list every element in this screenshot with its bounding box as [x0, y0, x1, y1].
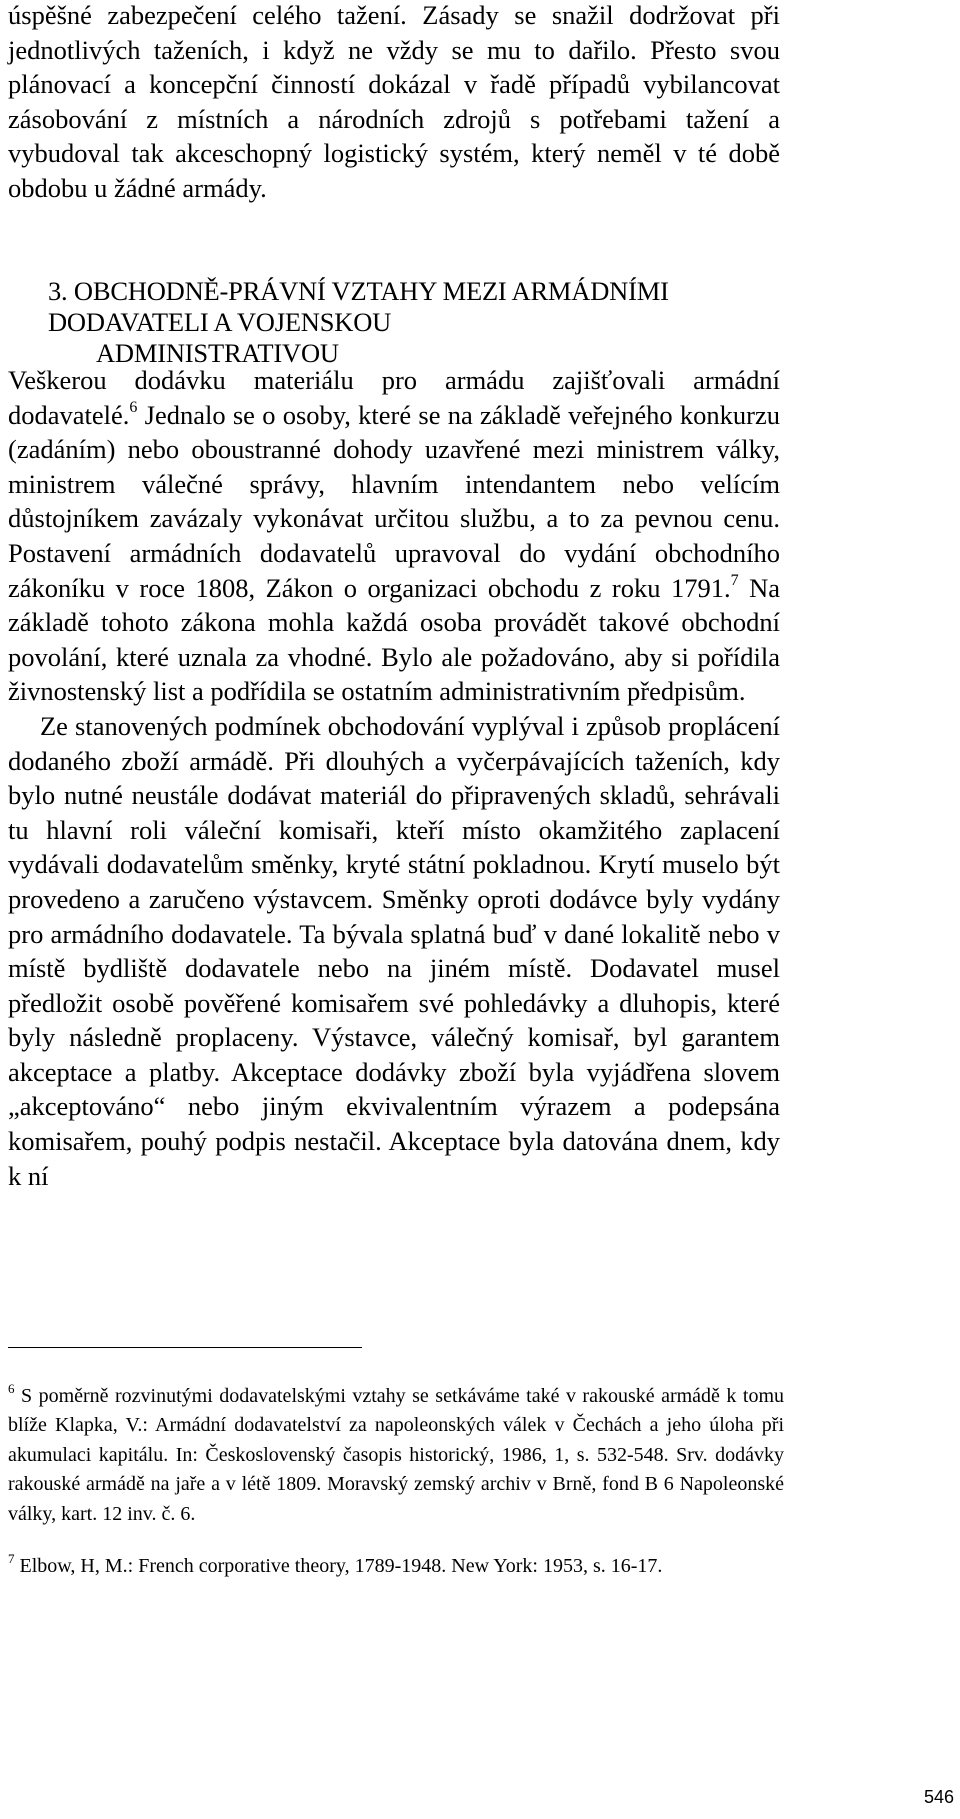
body-text: [8, 363, 780, 1193]
page-number: 546: [923, 1787, 954, 1807]
section-heading-line-1: 3. OBCHODNĚ-PRÁVNÍ VZTAHY MEZI ARMÁDNÍMI: [48, 276, 669, 306]
footnote-number: 6: [8, 1381, 15, 1396]
section-heading-line-3: ADMINISTRATIVOU: [96, 337, 339, 368]
footnote-separator: [8, 1347, 362, 1348]
footnote-reference-6: 6: [129, 398, 138, 416]
body-paragraph-1-part-a: Veškerou dodávku materiálu pro armádu zajišťovali armádní dodavatelé.: [8, 365, 780, 430]
body-paragraph-2: Ze stanovených podmínek obchodování vyplýval i způsob proplácení dodaného zboží armádě. Při dlouhých a vyčerpávajících taženích, kdy bylo nutné neustále dodávat materiál do připravených skladů, sehrávali tu hlavní roli váleční komisaři, kteří místo okamžitého zaplacení vydávali dodavatelům směnky, kryté státní pokladnou. Krytí muselo být provedeno a zaručeno výstavcem. Směnky oproti dodávce byly vydány pro armádního dodavatele. Ta bývala splatná buď v dané lokalitě nebo v místě bydliště dodavatele nebo na jiném místě. Dodavatel musel předložit osobě pověřené komisařem své pohledávky a dluhopis, které byly následně proplaceny. Výstavce, válečný komisař, byl garantem akceptace a platby. Akceptace dodávky zboží byla vyjádřena slovem „akceptováno“ nebo jiným ekvivalentním výrazem a podepsána komisařem, pouhý podpis nestačil. Akceptace byla datována dnem, kdy k ní: [8, 710, 780, 1191]
footnote-7: [8, 1552, 784, 1581]
footnote-reference-7: 7: [730, 571, 739, 589]
footnote-text: Elbow, H, M.: French corporative theory, 1789-1948. New York: 1953, s. 16-17.: [14, 1555, 663, 1578]
body-paragraph-1: [8, 363, 780, 709]
section-heading-line-2: DODAVATELI A VOJENSKOU: [48, 306, 392, 337]
body-paragraph-1-part-c: Na základě tohoto zákona mohla každá osoba provádět takové obchodní povolání, které uznala za vhodné. Bylo ale požadováno, aby si pořídila živnostenský list a podřídila se ostatním administrativním předpisům.: [8, 572, 781, 707]
section-heading: [48, 276, 788, 368]
footnotes: [8, 1382, 784, 1581]
footnote-text: S poměrně rozvinutými dodavatelskými vztahy se setkáváme také v rakouské armádě k tomu blíže Klapka, V.: Armádní dodavatelství za napoleonských válek v Čechách a jeho úloha při akumulaci kapitálu. In: Československý časopis historický, 1986, 1, s. 532-548. Srv. dodávky rakouské armádě na jaře a v létě 1809. Moravský zemský archiv v Brně, fond B 6 Napoleonské války, kart. 12 inv. č. 6.: [8, 1385, 784, 1525]
footnote-number: 7: [8, 1551, 15, 1567]
top-paragraph: úspěšné zabezpečení celého tažení. Zásady se snažil dodržovat při jednotlivých taženích, i když ne vždy se mu to dařilo. Přesto svou plánovací a koncepční činností dokázal v řadě případů vybilancovat zásobování z místních a národních zdrojů s potřebami tažení a vybudoval tak akceschopný logistický systém, který neměl v té době obdobu u žádné armády.: [8, 0, 780, 203]
footnote-6: [8, 1382, 784, 1529]
body-paragraph-1-part-b: Jednalo se o osoby, které se na základě veřejného konkurzu (zadáním) nebo oboustranné dohody uzavřené mezi ministrem války, ministrem válečné správy, hlavním intendantem nebo velícím důstojníkem zavázaly vykonávat určitou službu, a to za pevnou cenu. Postavení armádních dodavatelů upravoval do vydání obchodního zákoníku v roce 1808, Zákon o organizaci obchodu z roku 1791.: [8, 399, 780, 603]
